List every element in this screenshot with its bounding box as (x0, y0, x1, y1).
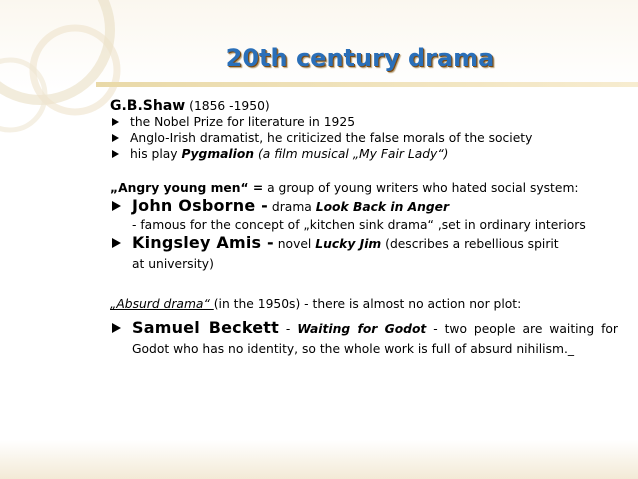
absurd-heading (110, 296, 618, 312)
bullet-text: the Nobel Prize for literature in 1925 (130, 115, 356, 129)
beckett-item (110, 318, 618, 359)
slide-content (110, 98, 618, 359)
shaw-bullet-dramatist (110, 130, 618, 146)
bullet-text: Anglo-Irish dramatist, he criticized the false morals of the society (130, 131, 533, 145)
osborne-type: drama (268, 200, 316, 214)
amis-work: Lucky Jim (315, 237, 382, 251)
amis-type: novel (273, 237, 316, 251)
play-note: (a film musical „My Fair Lady“) (257, 147, 449, 161)
angry-term: „Angry young men“ = (110, 181, 264, 195)
play-title: Pygmalion (181, 147, 255, 161)
amis-name: Kingsley Amis - (132, 233, 274, 252)
shaw-name: G.B.Shaw (110, 98, 186, 114)
play-prefix: his play (130, 147, 182, 161)
absurd-desc: (in the 1950s) - there is almost no action nor plot: (213, 297, 522, 311)
osborne-note: - famous for the concept of „kitchen sink drama“ ,set in ordinary interiors (132, 218, 586, 232)
beckett-work: Waiting for Godot (297, 322, 427, 336)
angry-desc: a group of young writers who hated social system: (263, 181, 579, 195)
amis-desc: (describes a rebellious spirit (381, 237, 559, 251)
shaw-years: (1856 -1950) (189, 99, 270, 113)
beckett-desc: - two people are waiting for Godot who has no identity, so the whole work is full of absurd nihilism._ (132, 322, 618, 356)
beckett-dash: - (279, 322, 298, 336)
title-accent-bar (96, 82, 638, 87)
shaw-bullet-play (110, 146, 618, 162)
osborne-work: Look Back in Anger (315, 200, 450, 214)
shaw-bullet-nobel (110, 114, 618, 130)
osborne-item (110, 196, 618, 217)
beckett-name: Samuel Beckett (132, 318, 279, 337)
osborne-name: John Osborne - (132, 196, 269, 215)
slide-title: 20th century drama (225, 44, 495, 72)
amis-item (110, 233, 618, 254)
angry-heading (110, 180, 618, 196)
shaw-heading (110, 98, 618, 114)
amis-desc-cont: at university) (132, 257, 214, 271)
absurd-term: „Absurd drama“ (110, 297, 214, 311)
